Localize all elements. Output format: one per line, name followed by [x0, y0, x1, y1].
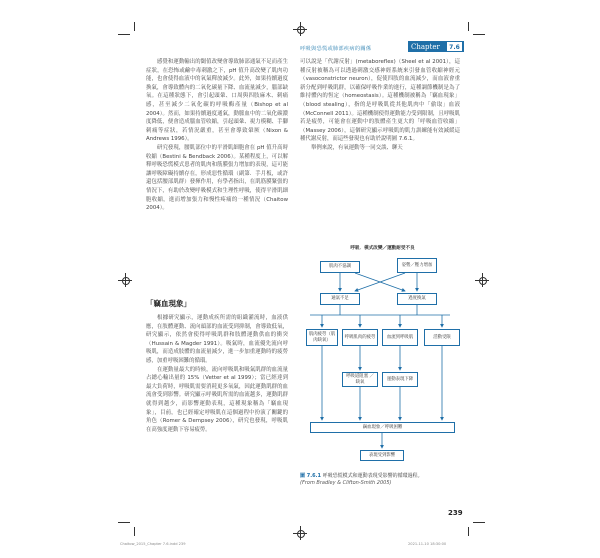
running-title: 呼吸與恐慌或肺部疾病的關係	[300, 46, 372, 52]
crop-mark	[468, 22, 469, 31]
paragraph: 研究發現，腰肌部位中的平滑肌細胞會在 pH 值升高時收縮（Bestini & Bendback 2006）。某種程度上，可以解釋呼吸恐慌模式患者的肌肉和筋膜張力增加的表現，這可能讓呼吸障礙持續存在，形成惡性循環（副第．手月板，或許還包括腰部肌群）發揮作用，有學者指出，在肌筋膜緊張的情況下，有助於改變呼吸模式和生理性呼吸，使得平滑肌細胞收縮，進而增加張力和慢性疼痛的一種情況（Chaitow 2004）。	[146, 144, 288, 212]
crop-mark	[134, 22, 135, 31]
paragraph: 在運動量最大的時候，流向呼吸肌和吸氣肌群的血流量占總心輸出量的 15%（Vetter et al 1999）；當已經達到最大負荷時，呼吸肌需要消耗更多氧氣，因此運動肌群的血流會受到影響。研究顯示呼吸肌所需的血流越多，運動肌群就得到越少，而影響運動表現，這種現象稱為「竊血現象」，目前，也已經確定呼吸肌在這個過程中扮演了關鍵的角色（Romer & Dempsey 2006），研究也發現，呼吸肌在高強度運動下容易疲勞。	[146, 366, 288, 433]
paragraph: 根據研究顯示，運動成疾所需的組織灌流時，血液供應，在肢體運動、流向頭部的血流受到抑制，會導致低氧，研究顯示，依然會使得呼吸肌群和肢體運動供血的衝突（Hussain & Magder 1991）。吸氣時，血流優先流向呼吸肌，而造成肢體的血流量減少，進一步加重運動時的疲勞感，加重呼吸困難的循環。	[146, 315, 288, 364]
diagram-box-performance-decline: 運動表現下降	[382, 372, 418, 387]
paragraph: 舉例來說，有氧運動等一同交談、聊天	[311, 144, 403, 151]
figure-diagram	[300, 245, 465, 465]
caption-source: (From Bradley & Clifton-Smith 2005)	[300, 480, 392, 486]
crop-mark	[134, 527, 135, 536]
registration-mark-bottom	[293, 526, 307, 540]
page-number: 239	[448, 509, 463, 517]
diagram-box-muscle-incoordination: 肌肉不協調	[320, 261, 360, 273]
diagram-box-performance-affected: 表現受到影響	[360, 450, 404, 461]
chapter-label: Chapter	[411, 43, 440, 51]
left-column	[146, 58, 288, 213]
diagram-box-airway-hypoxia: 呼吸道阻塞 ／ 缺氧	[342, 372, 378, 387]
crop-mark	[473, 34, 485, 35]
crop-mark	[468, 527, 469, 536]
crop-mark	[473, 522, 485, 523]
diagram-box-posture-stress: 姿勢／壓力增加	[397, 258, 437, 273]
figure-caption	[300, 473, 465, 487]
paragraph: 可以說是「代謝反射」(metaboreflex)（Sheel et al 2001），這種反射被稱為可以透過刺激交感神經系統來引發血管收縮神經元（vasoconstrictor neuron），促使四肢的血流減少，而血液會重新分配到呼吸肌群，以確保呼吸作業的進行，這種調節機制是為了維持體內的恆定（homeostasis）。這種機制被稱為「竊血現象」（blood stealing），指的是呼吸肌從其他肌肉中「偷取」血液（McConnell 2011）。這種機制使得運動能力受到限制，且呼吸肌若是疲勞，可能會在運動中的肢體產生更大的「呼吸血管收縮」（Massey 2006），這個研究顯示呼吸肌的肌力訓練能有效減緩這種代謝反射，而這些發現也有助於說明圖 7.6.1。	[300, 59, 460, 143]
crop-mark	[118, 522, 130, 523]
figure-title: 呼吸．模式改變／運動耐受不良	[350, 246, 415, 251]
registration-mark-right	[475, 273, 489, 287]
diagram-box-muscle-fatigue: 肌肉疲勞（肌肉缺氧）	[306, 329, 338, 346]
diagram-box-respiratory-muscle-fatigue: 呼吸肌肉的疲勞	[342, 329, 378, 346]
diagram-box-activity-limited: 活動受限	[424, 329, 460, 346]
left-column-2	[146, 314, 288, 434]
chapter-number: 7.6	[446, 41, 463, 52]
caption-text: 呼吸恐慌模式和運動表現受影響的循環過程。	[322, 473, 423, 479]
registration-mark-top	[293, 22, 307, 36]
section-title: 「竊血現象」	[146, 299, 191, 308]
diagram-box-blood-stealing: 竊血現象／呼吸困難	[310, 422, 455, 433]
diagram-box-hypoventilation: 通氣不足	[320, 293, 360, 305]
footer-file-info: Chaitow_2015_Chapter 7.6.indd 239	[120, 542, 186, 546]
diagram-box-hyperventilation: 過度換氣	[397, 293, 437, 305]
right-column	[300, 58, 460, 153]
caption-label: 圖 7.6.1	[300, 473, 321, 479]
paragraph: 感覺和運動輸出的閾值改變會導致肺部通氣不足而產生症狀，在恐怖或鹼中毒刺激之下，pH 值升高改變了肌肉功能，也會使得血液中的氧氣釋放減少。此外，如果持續過度換氣，會導致體內的二氧化碳量下降、血流量減少，腦部缺氧。在這種狀態下，會引起頭暈、口周與四肢麻木、刺痛感，甚至減少二氧化碳的呼吸酶產量（Bishop et al 2004）。然而，如果持續過度通氣，動脈血中的二氧化碳濃度降低，便會造成腦血管收縮，引起頭暈、視力模糊、手腳刺痛等症狀，若情況嚴重，甚至會導致暈厥（Nixon & Andrews 1996）。	[146, 59, 288, 143]
diagram-box-blood-to-respiratory-muscles: 血流到呼吸肌	[382, 329, 418, 346]
footer-timestamp: 2021-11-10 18:30:00	[408, 542, 447, 546]
registration-mark-left	[118, 273, 132, 287]
crop-mark	[118, 34, 130, 35]
